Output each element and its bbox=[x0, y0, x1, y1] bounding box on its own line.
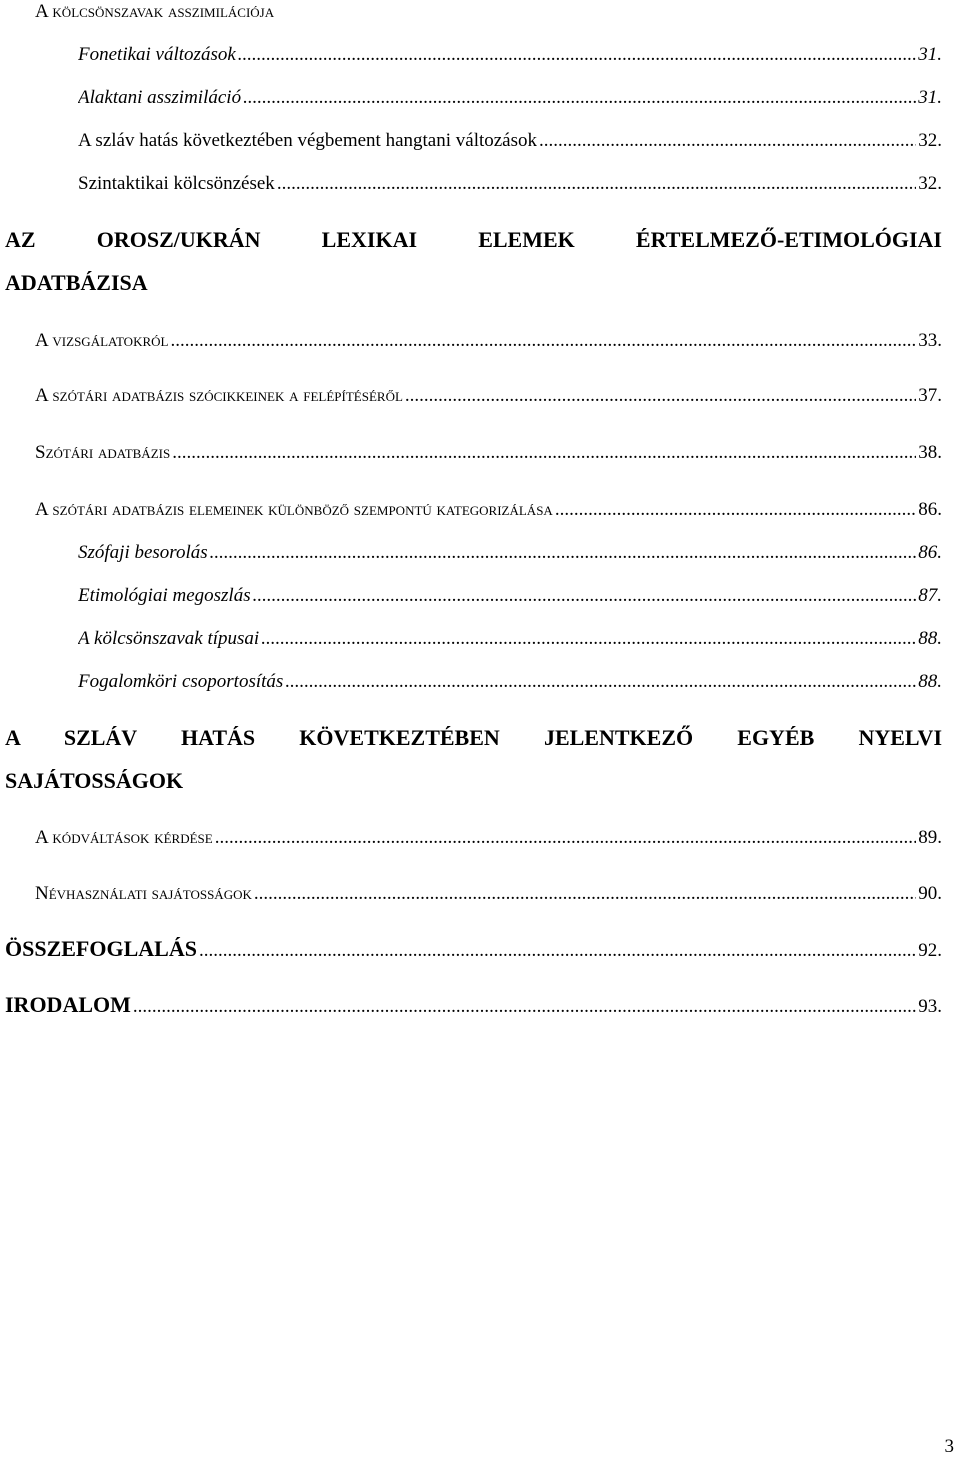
toc-entry-page: 86. bbox=[918, 499, 942, 520]
toc-entry-label: A szláv hatás következtében végbement hangtani változások bbox=[78, 130, 538, 151]
leader-dots bbox=[539, 129, 916, 153]
toc-heading-continuation: ADATBÁZISA bbox=[5, 270, 148, 295]
toc-entry bbox=[78, 627, 942, 651]
leader-dots bbox=[243, 86, 916, 110]
toc-heading-continuation: SAJÁTOSSÁGOK bbox=[5, 768, 184, 793]
toc-entry bbox=[35, 498, 942, 522]
toc-heading: A SZLÁV HATÁS KÖVETKEZTÉBEN JELENTKEZŐ EGYÉB NYELVI bbox=[5, 725, 942, 750]
toc-entry-page: 88. bbox=[918, 628, 942, 649]
leader-dots bbox=[215, 826, 917, 850]
leader-dots bbox=[285, 670, 916, 694]
toc-entry bbox=[35, 826, 942, 850]
leader-dots bbox=[405, 384, 916, 408]
toc-entry-page: 37. bbox=[918, 385, 942, 406]
toc-entry-page: 92. bbox=[918, 940, 942, 961]
toc-entry-label: Névhasználati sajátosságok bbox=[35, 883, 252, 904]
toc-heading: AZ OROSZ/UKRÁN LEXIKAI ELEMEK ÉRTELMEZŐ-ETIMOLÓGIAI bbox=[5, 227, 942, 252]
toc-entry-page: 93. bbox=[918, 996, 942, 1017]
toc-entry-label: A szótári adatbázis elemeinek különböző szempontú kategorizálása bbox=[35, 499, 553, 520]
toc-entry-label: A vizsgálatokról bbox=[35, 330, 169, 351]
toc-entry-label: A kölcsönszavak asszimilációja bbox=[35, 1, 275, 22]
leader-dots bbox=[254, 882, 916, 906]
toc-entry bbox=[5, 993, 942, 1019]
toc-entry-page: 32. bbox=[918, 173, 942, 194]
toc-entry bbox=[35, 384, 942, 408]
toc-entry-label: Etimológiai megoszlás bbox=[78, 585, 251, 606]
leader-dots bbox=[210, 541, 917, 565]
toc-entry-label: Szintaktikai kölcsönzések bbox=[78, 173, 275, 194]
toc-entry-label: A szótári adatbázis szócikkeinek a felépítéséről bbox=[35, 385, 403, 406]
leader-dots bbox=[555, 498, 916, 522]
toc-entry-label: Fogalomköri csoportosítás bbox=[78, 671, 284, 692]
toc-entry-page: 38. bbox=[918, 442, 942, 463]
leader-dots bbox=[238, 43, 916, 67]
toc-entry-page: 88. bbox=[918, 671, 942, 692]
leader-dots bbox=[172, 441, 916, 465]
toc-entry-page: 31. bbox=[918, 87, 942, 108]
toc-entry bbox=[78, 172, 942, 196]
toc-entry-page: 89. bbox=[918, 827, 942, 848]
toc-entry-page: 86. bbox=[918, 542, 942, 563]
toc-entry-page: 90. bbox=[918, 883, 942, 904]
leader-dots bbox=[253, 584, 917, 608]
toc-entry bbox=[35, 0, 942, 24]
toc-entry bbox=[35, 441, 942, 465]
toc-entry bbox=[78, 43, 942, 67]
leader-dots bbox=[133, 995, 916, 1019]
toc-entry bbox=[78, 129, 942, 153]
toc-entry-page: 31. bbox=[918, 44, 942, 65]
toc-entry bbox=[35, 882, 942, 906]
page-number: 3 bbox=[944, 1436, 954, 1457]
toc-entry bbox=[78, 670, 942, 694]
toc-entry-page: 32. bbox=[918, 130, 942, 151]
toc-entry bbox=[5, 937, 942, 963]
toc-entry-label: A kódváltások kérdése bbox=[35, 827, 213, 848]
toc-entry-label: IRODALOM bbox=[5, 993, 131, 1017]
leader-dots bbox=[199, 939, 916, 963]
toc-entry bbox=[78, 86, 942, 110]
toc-entry bbox=[78, 541, 942, 565]
toc-entry-label: Alaktani asszimiláció bbox=[78, 87, 242, 108]
toc-entry bbox=[35, 329, 942, 353]
leader-dots bbox=[170, 329, 916, 353]
toc-entry-label: A kölcsönszavak típusai bbox=[78, 628, 260, 649]
leader-dots bbox=[277, 172, 916, 196]
toc-entry-label: ÖSSZEFOGLALÁS bbox=[5, 937, 197, 961]
toc-entry-label: Fonetikai változások bbox=[78, 44, 236, 65]
toc-entry-label: Szótári adatbázis bbox=[35, 442, 171, 463]
toc-entry-page: 33. bbox=[918, 330, 942, 351]
toc-entry-page: 87. bbox=[918, 585, 942, 606]
toc-entry-label: Szófaji besorolás bbox=[78, 542, 208, 563]
toc-entry bbox=[78, 584, 942, 608]
leader-dots bbox=[261, 627, 916, 651]
